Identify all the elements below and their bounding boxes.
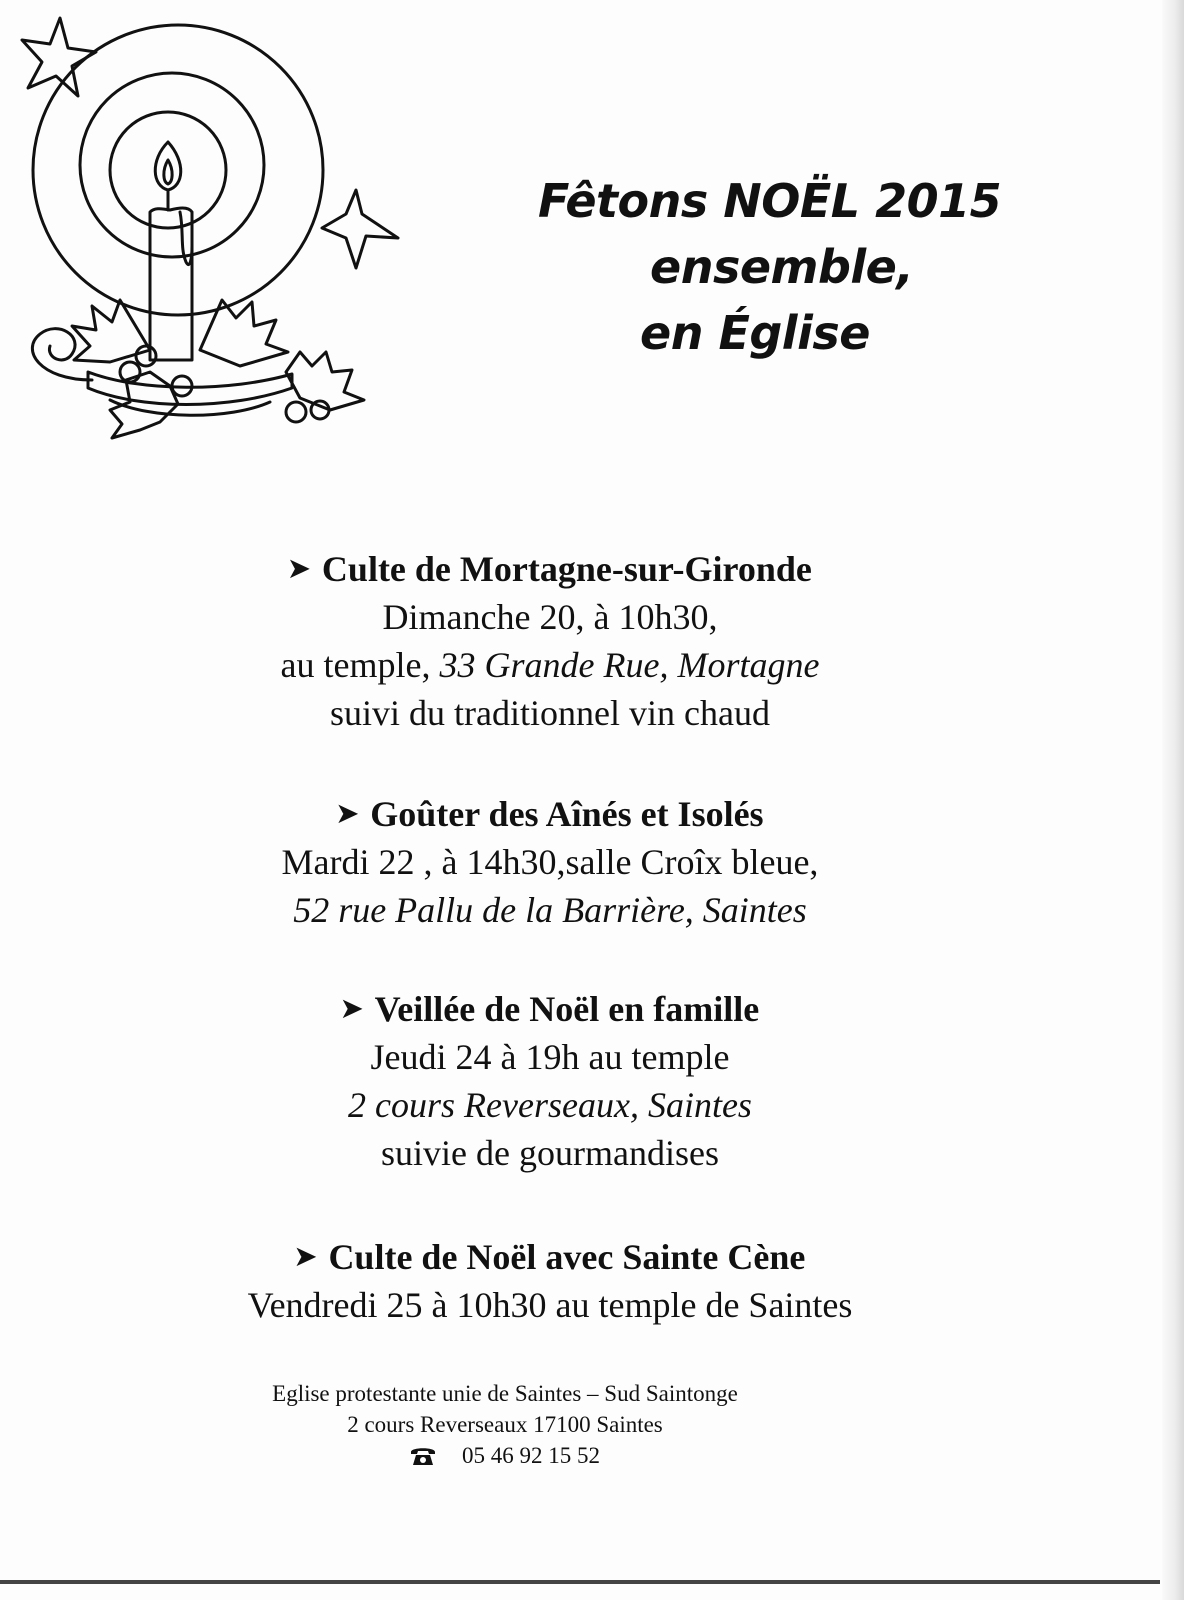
glow-ring-outer: [33, 25, 323, 315]
event-title: ➤ Veillée de Noël en famille: [340, 989, 760, 1029]
footer-phone: 05 46 92 15 52: [462, 1443, 600, 1468]
arrowhead-bullet-icon: ➤: [288, 554, 310, 583]
title-line-2: ensemble,: [650, 240, 914, 294]
event-date: Vendredi 25 à 10h30 au temple de Saintes: [247, 1285, 853, 1325]
footer-phone-line: [0, 1440, 1010, 1471]
event-veillee-noel: [0, 985, 1100, 1177]
event-title: ➤ Culte de Noël avec Sainte Cène: [294, 1237, 806, 1277]
event-date: Mardi 22 , à 14h30,salle Croîx bleue,: [281, 842, 819, 882]
event-note: suivie de gourmandises: [381, 1133, 719, 1173]
star-icon: [22, 18, 96, 96]
event-address: 52 rue Pallu de la Barrière, Saintes: [293, 890, 807, 930]
bottom-border: [0, 1580, 1160, 1584]
footer-address: 2 cours Reverseaux 17100 Saintes: [347, 1412, 663, 1437]
event-title: ➤ Goûter des Aînés et Isolés: [336, 794, 764, 834]
event-date: Dimanche 20, à 10h30,: [382, 597, 718, 637]
footer-contact: [0, 1378, 1010, 1471]
arrowhead-bullet-icon: ➤: [340, 994, 363, 1023]
page-edge-shadow: [1162, 0, 1184, 1600]
arrowhead-bullet-icon: ➤: [336, 799, 359, 828]
event-note: suivi du traditionnel vin chaud: [330, 693, 770, 733]
event-gouter-aines: [0, 790, 1100, 934]
event-culte-noel: [0, 1233, 1100, 1329]
event-address: 2 cours Reverseaux, Saintes: [348, 1085, 752, 1125]
telephone-icon: [410, 1446, 436, 1466]
holly-berry: [136, 346, 156, 366]
flyer-title: [510, 168, 1030, 366]
event-culte-mortagne: [0, 545, 1100, 737]
arrowhead-bullet-icon: ➤: [294, 1242, 317, 1271]
candle-body: [150, 208, 192, 360]
candle-holly-icon: [0, 0, 420, 450]
title-line-1: Fêtons NOËL 2015: [538, 174, 1002, 228]
candle-holder: [88, 372, 292, 405]
event-date: Jeudi 24 à 19h au temple: [370, 1037, 730, 1077]
footer-org: Eglise protestante unie de Saintes – Sud Saintonge: [272, 1381, 738, 1406]
event-title: ➤ Culte de Mortagne-sur-Gironde: [288, 549, 812, 589]
holly-berry: [286, 402, 306, 422]
title-line-3: en Église: [640, 306, 870, 360]
event-location: au temple, 33 Grande Rue, Mortagne: [280, 645, 820, 685]
star-icon: [322, 190, 398, 268]
